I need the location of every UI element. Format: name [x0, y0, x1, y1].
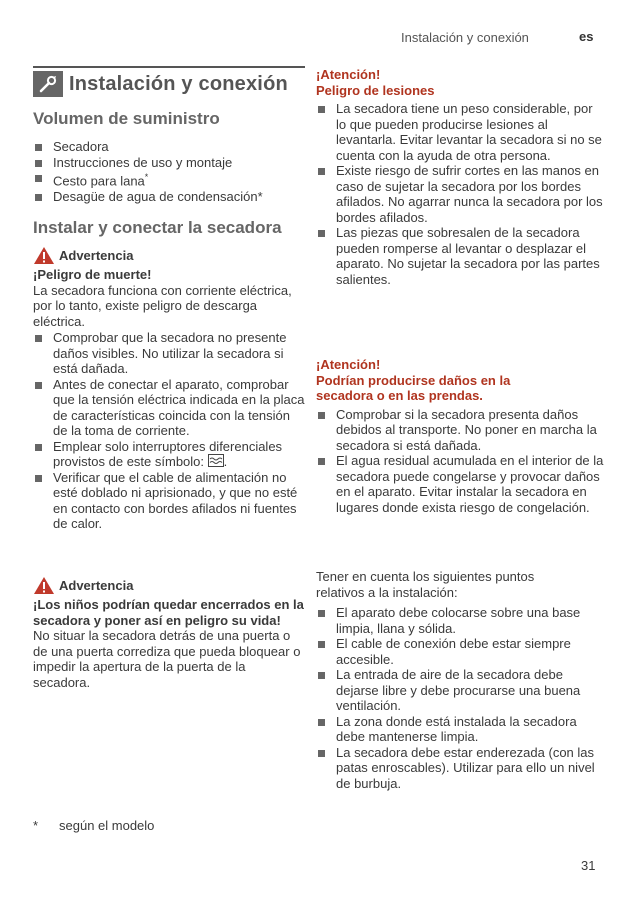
list-item: El aparato debe colocarse sobre una base limpia, llana y sólida. — [316, 605, 606, 636]
footnote: * según el modelo — [33, 818, 155, 833]
list-item: Verificar que el cable de alimentación no esté doblado ni aprisionado, y que no esté en contacto con bordes afilados ni fuentes de calor. — [33, 470, 305, 532]
attention-label: ¡Atención! — [316, 67, 381, 82]
list-item: Comprobar que la secadora no presente daños visibles. No utilizar la secadora si está dañada. — [33, 330, 305, 377]
list-item: El cable de conexión debe estar siempre accesible. — [316, 636, 606, 667]
list-item: Instrucciones de uso y montaje — [33, 155, 305, 171]
list-item: La secadora debe estar enderezada (con las patas enroscables). Utilizar para ello un nivel de burbuja. — [316, 745, 606, 792]
attention-block-2 — [316, 357, 606, 515]
warning-triangle-icon — [33, 576, 55, 595]
points-intro: Tener en cuenta los siguientes puntos relativos a la instalación: — [316, 569, 535, 600]
supply-list — [33, 139, 305, 204]
list-item: Emplear solo interruptores diferenciales provistos de este símbolo: . — [33, 439, 305, 470]
chapter-title-block — [33, 66, 305, 97]
title-rule — [33, 66, 305, 68]
attention-title: Peligro de lesiones — [316, 82, 435, 98]
list-item: Antes de conectar el aparato, comprobar que la tensión eléctrica indicada en la placa de características coincida con la tensión de la toma de corriente. — [33, 377, 305, 439]
list-item: La zona donde está instalada la secadora debe mantenerse limpia. — [316, 714, 606, 745]
list-item: Desagüe de agua de condensación* — [33, 189, 305, 205]
warning-title: ¡Peligro de muerte! — [33, 267, 152, 282]
list-item: Las piezas que sobresalen de la secadora pueden romperse al levantar o desplazar el aparato. No sujetar la secadora por las partes salientes. — [316, 225, 606, 287]
page-title: Instalación y conexión — [69, 72, 288, 95]
warning-text: No situar la secadora detrás de una puerta o de una puerta corrediza que pueda bloquear o impedir la apertura de la puerta de la secadora. — [33, 628, 301, 690]
warning-triangle-icon — [33, 246, 55, 265]
warning-text: La secadora funciona con corriente eléctrica, por lo tanto, existe peligro de descarga eléctrica. — [33, 282, 292, 329]
warning-title: ¡Los niños podrían quedar encerrados en la secadora y poner así en peligro su vida! — [33, 597, 304, 628]
list-item: Cesto para lana* — [33, 170, 305, 189]
warning-label: Advertencia — [59, 578, 134, 593]
list-item: Secadora — [33, 139, 305, 155]
rcd-symbol-icon — [208, 454, 224, 467]
header-language: es — [579, 29, 594, 44]
install-heading: Instalar y conectar la secadora — [33, 218, 282, 237]
list-item: Existe riesgo de sufrir cortes en las manos en caso de sujetar la secadora por los bordes afilados. No agarrar nunca la secadora por los bordes afilados. — [316, 163, 606, 225]
warning-label: Advertencia — [59, 248, 134, 263]
page-number: 31 — [581, 858, 596, 873]
wrench-icon — [33, 71, 63, 97]
attention-block-1 — [316, 67, 606, 287]
list-item: La entrada de aire de la secadora debe dejarse libre y debe procurarse una buena ventilación. — [316, 667, 606, 714]
list-item: El agua residual acumulada en el interior de la secadora puede congelarse y provocar daños en el aparato. Evitar instalar la secadora en lugares donde exista riesgo de congelación. — [316, 453, 606, 515]
attention-label: ¡Atención! — [316, 357, 381, 372]
list-item: La secadora tiene un peso considerable, por lo que pueden producirse lesiones al levantarla. Evitar levantar la secadora si no se cuenta con la ayuda de otra persona. — [316, 101, 606, 163]
warning-block-2 — [33, 576, 305, 690]
page-header — [0, 30, 638, 50]
installation-points — [316, 569, 606, 791]
warning-block-1 — [33, 246, 305, 532]
list-item: Comprobar si la secadora presenta daños debidos al transporte. No poner en marcha la secadora si está dañada. — [316, 407, 606, 454]
supply-heading: Volumen de suministro — [33, 109, 220, 128]
attention-title: Podrían producirse daños en la secadora o en las prendas. — [316, 372, 511, 403]
header-section-title: Instalación y conexión — [401, 30, 529, 45]
